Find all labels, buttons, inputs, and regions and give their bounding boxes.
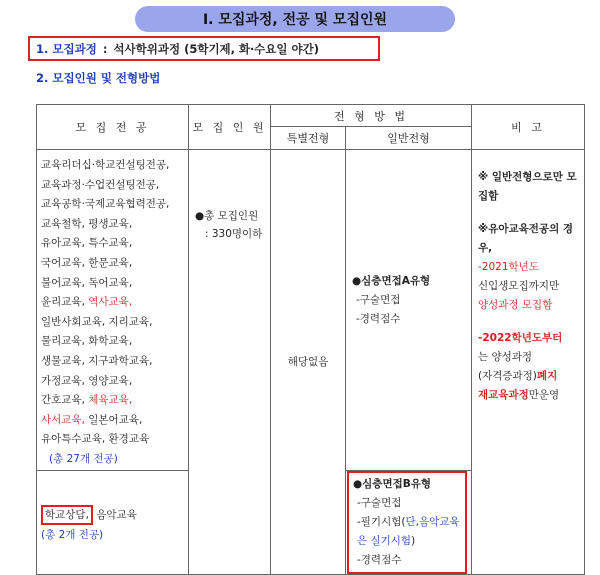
group1-total: (총 27개 전공): [49, 452, 118, 465]
major-line: 유아교육, 특수교육,: [41, 237, 133, 250]
general-a-title: ●심층면접A유형: [352, 275, 431, 288]
major-line: 간호교육, 체육교육,: [41, 394, 133, 407]
section1-box: [28, 36, 380, 61]
quota-limit: : 330명이하: [205, 228, 263, 240]
major-line: 교육리더십‧학교컨설팅전공,: [41, 159, 170, 171]
section1-colon: :: [102, 41, 108, 56]
section2-heading: 2. 모집인원 및 전형방법: [36, 71, 161, 85]
quota-total: ●총 모집인원: [195, 210, 259, 222]
section-banner: Ⅰ. 모집과정, 전공 및 모집인원: [135, 6, 455, 32]
remark-2021-training: 양성과정 모집함: [478, 299, 553, 311]
special-cell: [271, 150, 346, 575]
remarks-cell: [472, 150, 585, 575]
majors-group1: [37, 150, 189, 471]
section1-title: 모집과정: [52, 41, 97, 56]
major-line: 국어교육, 한문교육,: [41, 256, 133, 269]
music-education-major: 음악교육: [92, 509, 137, 521]
physical-education: 체육교육,: [88, 394, 133, 407]
general-b-title: ●심층면접B유형: [353, 477, 432, 490]
general-a-item: -경력점수: [356, 313, 401, 326]
major-line: 불어교육, 독어교육,: [41, 276, 133, 289]
remark-cert: (자격증과정)폐지: [478, 370, 558, 382]
school-counseling-major: 학교상담,: [41, 505, 93, 525]
general-a-item: -구술면접: [356, 294, 401, 307]
general-b-item: -구술면접: [357, 496, 402, 509]
special-value: 해당없음: [287, 356, 329, 369]
remark-2022: -2022학년도부터: [478, 332, 563, 344]
general-b-item: -필기시험(단,음악교육은 실기시험): [357, 515, 460, 547]
remark-abolish: 폐지: [536, 370, 558, 382]
remark-2021-detail: 신입생모집까지만: [478, 280, 560, 292]
majors-group2: [37, 470, 189, 574]
header-method: 전 형 방 법: [271, 105, 472, 127]
general-b-box: [347, 471, 467, 574]
header-quota: 모 집 인 원: [189, 105, 271, 150]
major-line: 유아특수교육, 환경교육: [41, 433, 150, 446]
section1-description: 석사학위과정 (5학기제, 화‧수요일 야간): [113, 41, 319, 56]
remark-2021: -2021학년도: [478, 261, 539, 273]
general-b-cell: [346, 470, 472, 574]
major-line: 사서교육, 일본어교육,: [41, 413, 143, 426]
major-line: 교육과정‧수업컨설팅전공,: [41, 178, 160, 191]
history-education: 역사교육,: [88, 296, 133, 309]
major-line: 가정교육, 영양교육,: [41, 374, 133, 387]
general-b-item: -경력점수: [357, 553, 402, 566]
header-general: 일반전형: [346, 127, 472, 150]
major-line: 교육공학‧국제교육협력전공,: [41, 198, 170, 211]
remark-general-only: ※ 일반전형으로만 모집함: [478, 171, 577, 202]
major-line: 물리교육, 화학교육,: [41, 335, 133, 348]
group2-total: (총 2개 전공): [41, 529, 104, 541]
remark-early-childhood: ※유아교육전공의 경우,: [478, 223, 574, 254]
library-education: 사서교육,: [41, 413, 85, 426]
quota-cell: [189, 150, 271, 575]
remark-2022-detail: 는 양성과정: [478, 351, 533, 363]
major-line: 윤리교육, 역사교육,: [41, 296, 133, 309]
major-line: 일반사회교육, 지리교육,: [41, 315, 153, 328]
header-major: 모 집 전 공: [37, 105, 189, 150]
header-remarks: 비 고: [472, 105, 585, 150]
general-a-cell: [346, 150, 472, 471]
major-line: 생물교육, 지구과학교육,: [41, 354, 153, 367]
admission-table: [36, 104, 585, 575]
header-special: 특별전형: [271, 127, 346, 150]
section1-number: 1.: [36, 41, 49, 56]
major-line: 교육철학, 평생교육,: [41, 217, 133, 230]
remark-reeducation: 재교육과정만운영: [478, 389, 560, 401]
